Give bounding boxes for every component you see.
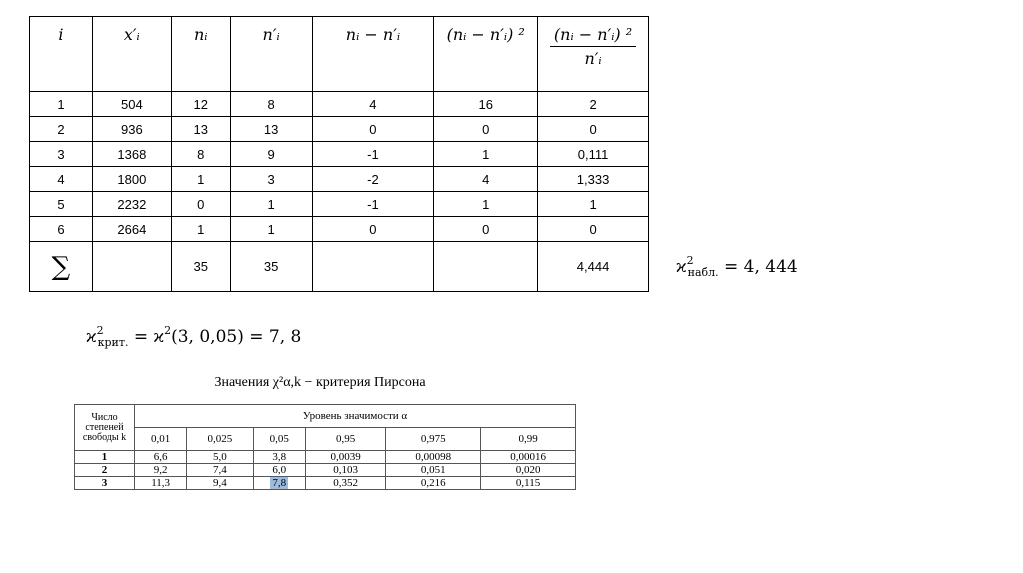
- table-cell: 0: [538, 117, 649, 142]
- reference-row: [75, 477, 576, 490]
- header-i: i: [30, 17, 93, 92]
- table-cell: 16: [434, 92, 538, 117]
- table-row: [30, 142, 649, 167]
- table-cell: 1368: [92, 142, 171, 167]
- header-difference-squared: (nᵢ − n′ᵢ) ²: [434, 17, 538, 92]
- table-cell: 0,0039: [305, 451, 386, 464]
- table-cell: 0: [312, 117, 434, 142]
- observed-statistic-formula: [676, 254, 798, 279]
- degrees-of-freedom-header: Число степеней свободы k: [75, 405, 135, 451]
- table-cell: 0: [312, 217, 434, 242]
- table-row: [30, 192, 649, 217]
- table-cell: 1: [171, 217, 230, 242]
- table-cell: 0: [171, 192, 230, 217]
- reference-header-row: [75, 405, 576, 428]
- table-cell: 0: [538, 217, 649, 242]
- critical-statistic-formula: [86, 324, 301, 349]
- table-cell: 8: [230, 92, 312, 117]
- superscript: 2: [96, 324, 104, 337]
- table-cell: 12: [171, 92, 230, 117]
- header-n-theoretical: n′ᵢ: [230, 17, 312, 92]
- observed-value: = 4, 444: [724, 257, 798, 277]
- reference-table-title: Значения χ²α,k − критерия Пирсона: [214, 375, 426, 390]
- table-cell: 3: [30, 142, 93, 167]
- table-cell: 11,3: [135, 477, 187, 490]
- sum-row: [30, 242, 649, 292]
- subscript: набл.: [687, 266, 719, 279]
- table-cell: -2: [312, 167, 434, 192]
- highlighted-value: 7,8: [272, 477, 287, 489]
- alpha-value: 0,025: [187, 428, 253, 451]
- table-cell: 936: [92, 117, 171, 142]
- table-cell: 2664: [92, 217, 171, 242]
- table-cell: 0,00016: [481, 451, 576, 464]
- header-ratio: [538, 17, 649, 92]
- table-cell: 6: [30, 217, 93, 242]
- table-header-row: [30, 17, 649, 92]
- sum-chi-square: 4,444: [538, 242, 649, 292]
- table-cell: -1: [312, 192, 434, 217]
- table-cell: 13: [171, 117, 230, 142]
- table-cell: 6,6: [135, 451, 187, 464]
- table-cell: 0,115: [481, 477, 576, 490]
- table-cell: 1: [230, 192, 312, 217]
- sigma-symbol: ∑: [30, 242, 93, 292]
- table-cell: 1: [434, 192, 538, 217]
- table-cell: [434, 242, 538, 292]
- table-cell: 0: [434, 217, 538, 242]
- table-cell: 4: [434, 167, 538, 192]
- table-row: [30, 92, 649, 117]
- reference-row: [75, 464, 576, 477]
- table-cell: 2: [538, 92, 649, 117]
- table-cell: 0: [434, 117, 538, 142]
- table-cell: 3,8: [253, 451, 305, 464]
- subscript: крит.: [97, 336, 129, 349]
- table-cell: 7,4: [187, 464, 253, 477]
- table-cell: 0,103: [305, 464, 386, 477]
- table-cell: 1: [230, 217, 312, 242]
- degrees-of-freedom: 3: [75, 477, 135, 490]
- reference-row: [75, 451, 576, 464]
- table-cell: 1: [538, 192, 649, 217]
- table-cell: [92, 242, 171, 292]
- table-cell: 504: [92, 92, 171, 117]
- table-cell: 0,051: [386, 464, 481, 477]
- table-cell: 0,216: [386, 477, 481, 490]
- table-cell: 1,333: [538, 167, 649, 192]
- sum-n: 35: [171, 242, 230, 292]
- ratio-fraction: [550, 25, 636, 68]
- table-cell: 9: [230, 142, 312, 167]
- equals-kappa: = ϰ: [133, 327, 165, 347]
- degrees-of-freedom: 2: [75, 464, 135, 477]
- kappa-symbol: ϰ: [676, 257, 687, 277]
- alpha-value: 0,99: [481, 428, 576, 451]
- sum-n-theoretical: 35: [230, 242, 312, 292]
- table-cell: 1800: [92, 167, 171, 192]
- table-cell: [312, 242, 434, 292]
- pearson-calculation-table: [29, 16, 649, 292]
- table-cell: 5: [30, 192, 93, 217]
- table-row: [30, 217, 649, 242]
- table-cell: 4: [30, 167, 93, 192]
- table-cell: 0,020: [481, 464, 576, 477]
- significance-level-header: Уровень значимости α: [135, 405, 576, 428]
- table-cell: 6,0: [253, 464, 305, 477]
- header-x: x′ᵢ: [92, 17, 171, 92]
- highlighted-critical-cell: [253, 477, 305, 490]
- table-cell: 0,111: [538, 142, 649, 167]
- table-row: [30, 167, 649, 192]
- degrees-of-freedom: 1: [75, 451, 135, 464]
- header-n: nᵢ: [171, 17, 230, 92]
- ratio-denominator: n′ᵢ: [584, 49, 602, 68]
- alpha-value: 0,95: [305, 428, 386, 451]
- table-cell: 1: [30, 92, 93, 117]
- table-row: [30, 117, 649, 142]
- superscript: 2: [686, 254, 694, 267]
- alpha-header-row: [75, 428, 576, 451]
- table-cell: 1: [171, 167, 230, 192]
- table-cell: 9,2: [135, 464, 187, 477]
- table-cell: 3: [230, 167, 312, 192]
- kappa-symbol: ϰ: [86, 327, 97, 347]
- superscript: 2: [164, 324, 172, 337]
- table-cell: 8: [171, 142, 230, 167]
- table-cell: 5,0: [187, 451, 253, 464]
- table-cell: 1: [434, 142, 538, 167]
- table-cell: 9,4: [187, 477, 253, 490]
- table-cell: 0,352: [305, 477, 386, 490]
- table-cell: -1: [312, 142, 434, 167]
- alpha-value: 0,975: [386, 428, 481, 451]
- table-cell: 4: [312, 92, 434, 117]
- alpha-value: 0,05: [253, 428, 305, 451]
- header-difference: nᵢ − n′ᵢ: [312, 17, 434, 92]
- table-cell: 2232: [92, 192, 171, 217]
- alpha-value: 0,01: [135, 428, 187, 451]
- chi-square-critical-values-table: [74, 404, 576, 490]
- table-cell: 2: [30, 117, 93, 142]
- critical-value: (3, 0,05) = 7, 8: [171, 327, 302, 347]
- table-cell: 0,00098: [386, 451, 481, 464]
- ratio-numerator: (nᵢ − n′ᵢ) ²: [550, 25, 636, 47]
- table-cell: 13: [230, 117, 312, 142]
